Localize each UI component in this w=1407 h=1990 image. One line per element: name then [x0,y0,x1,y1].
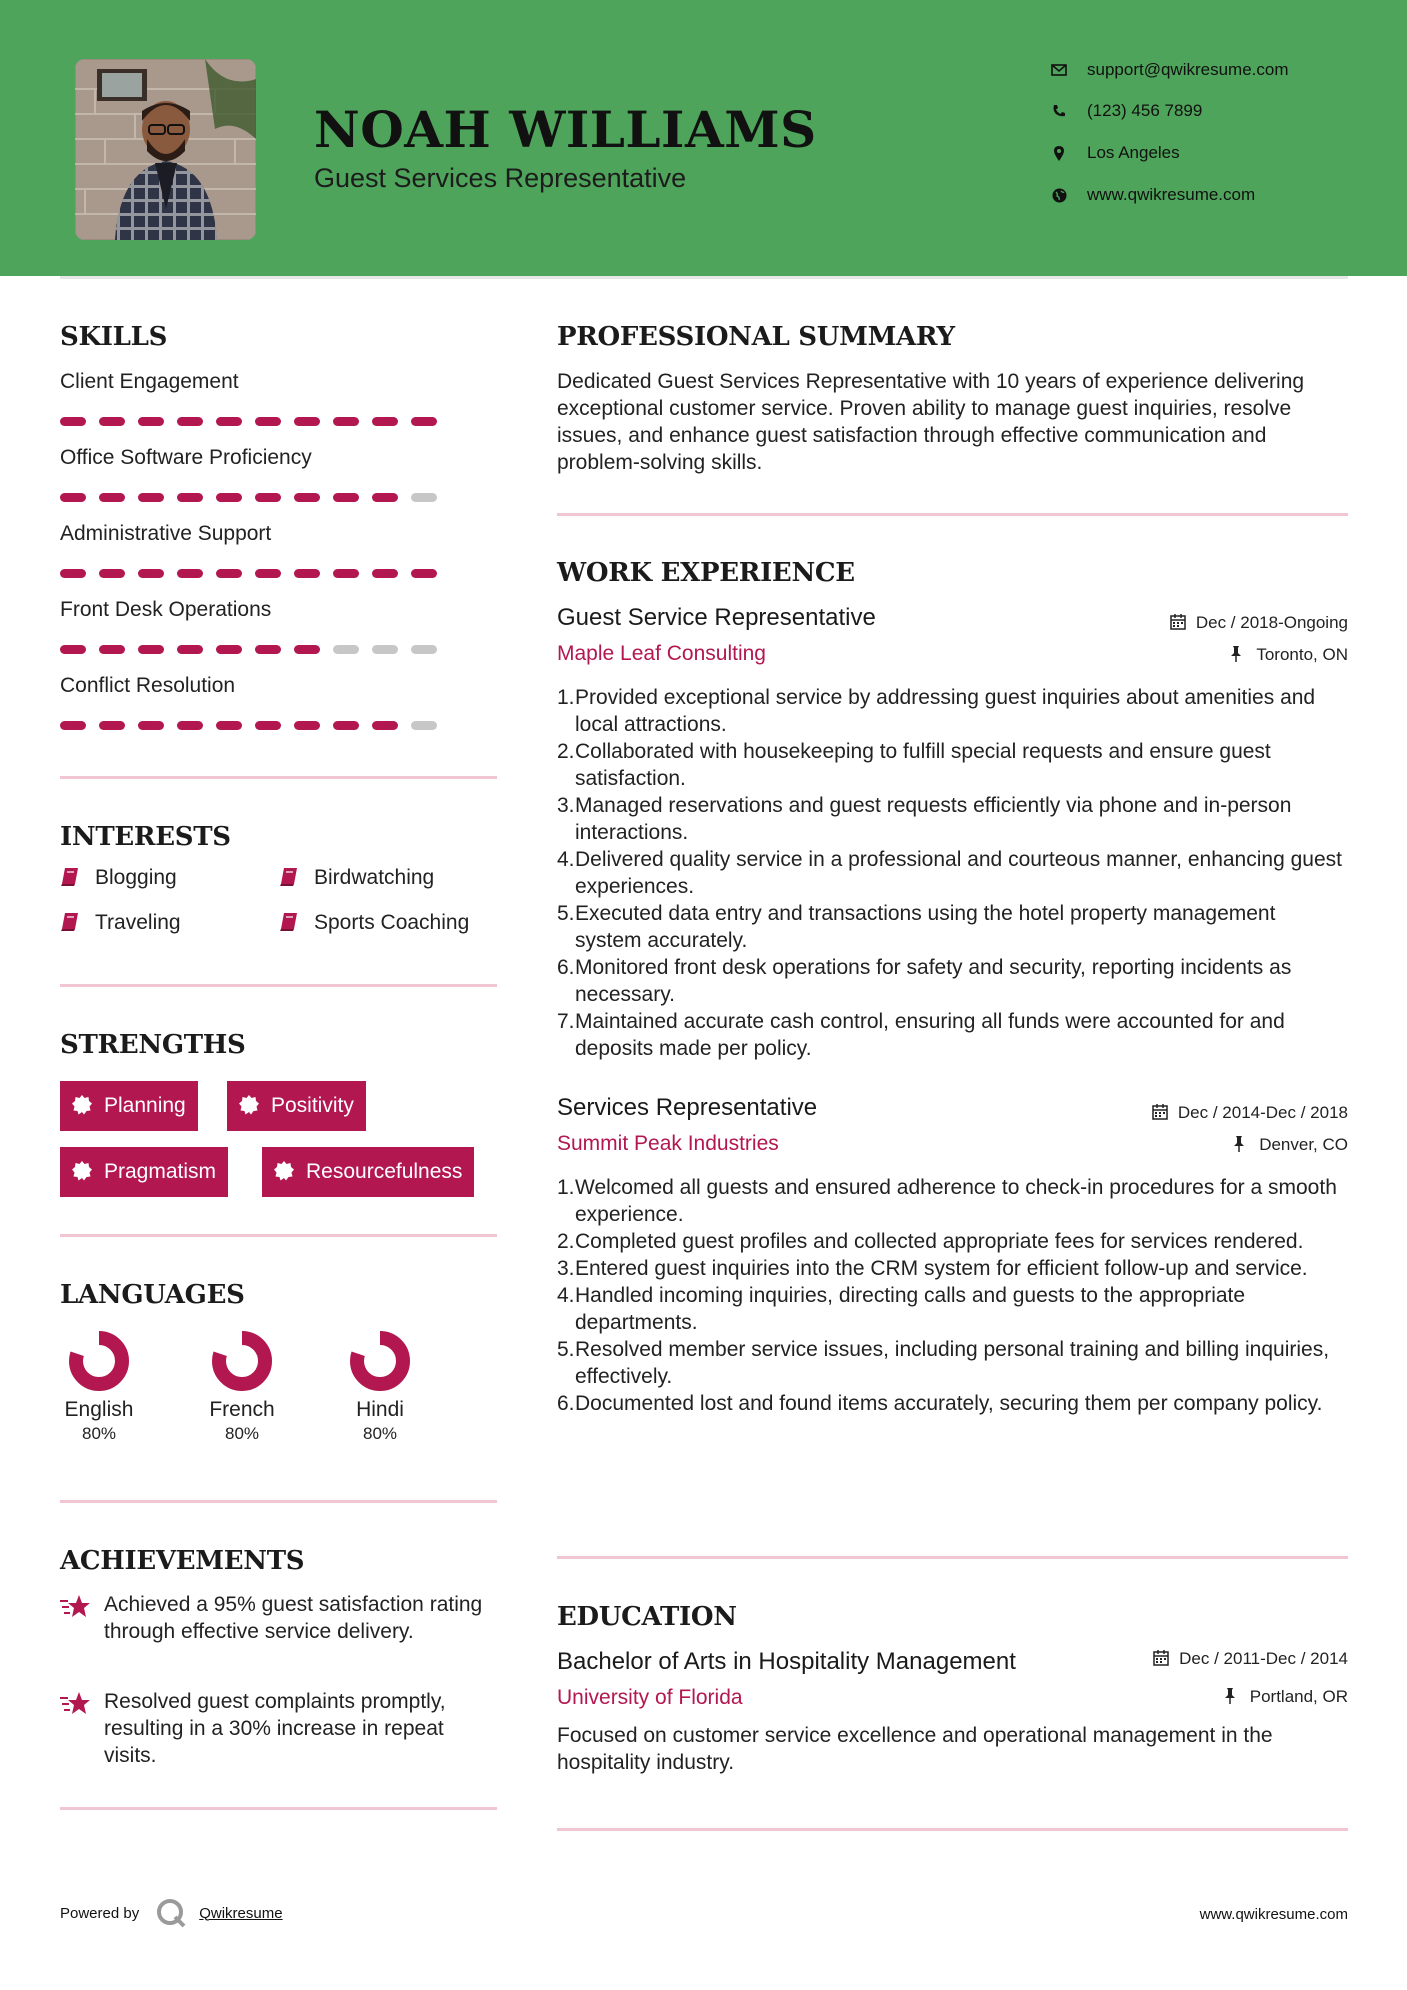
language-item [325,1330,435,1444]
rating-dot [333,493,359,502]
skill-rating [60,569,437,578]
rating-dot [60,569,86,578]
language-arc [219,1338,265,1384]
list-item: 7. Maintained accurate cash control, ensuring all funds were accounted for and deposits made per policy. [557,1010,1285,1060]
rating-dot [216,417,242,426]
rating-dot [60,645,86,654]
calendar-icon [1153,1650,1171,1668]
skill-rating [60,493,437,502]
language-arc [76,1338,122,1384]
language-name: English [64,1398,134,1421]
list-item: 1. Provided exceptional service by addressing guest inquiries about amenities and local attractions. [557,686,1316,736]
rating-dot [99,493,125,502]
brand-link[interactable]: Qwikresume [199,1904,283,1922]
education-heading: EDUCATION [557,1602,737,1632]
job-date: Dec / 2014-Dec / 2018 [1152,1103,1348,1123]
contact-website[interactable]: www.qwikresume.com [1048,180,1378,210]
job-location: Denver, CO [1233,1135,1348,1155]
education-date: Dec / 2011-Dec / 2014 [1153,1649,1348,1669]
contact-email[interactable]: support@qwikresume.com [1048,55,1378,85]
rating-dot [411,417,437,426]
interest-item: Blogging [60,866,177,890]
language-item [187,1330,297,1444]
rating-dot [372,569,398,578]
list-item: 3. Entered guest inquiries into the CRM system for efficient follow-up and service. [557,1257,1308,1280]
rating-dot [333,645,359,654]
rating-dot [255,721,281,730]
skill-name: Conflict Resolution [60,674,236,697]
degree-title: Bachelor of Arts in Hospitality Management [557,1648,1016,1675]
language-name: Hindi [356,1398,404,1421]
interest-item: Sports Coaching [279,911,469,935]
rating-dot [99,569,125,578]
divider [60,1807,497,1810]
education-text: Focused on customer service excellence and operational management in the hospitality industry. [557,1724,1273,1774]
book-icon [279,912,301,934]
rating-dot [333,417,359,426]
pin-icon [1233,1136,1251,1154]
strength-tag: Positivity [227,1081,366,1131]
divider [60,1234,497,1237]
skill-rating [60,645,437,654]
rating-dot [99,645,125,654]
rating-dot [411,721,437,730]
rating-dot [177,645,203,654]
rating-dot [294,721,320,730]
divider [60,776,497,779]
rating-dot [411,645,437,654]
globe-icon [1048,184,1070,206]
interest-item: Traveling [60,911,181,935]
rating-dot [216,493,242,502]
achievement-item: Resolved guest complaints promptly, resulting in a 30% increase in repeat visits. [60,1688,500,1769]
language-donut [68,1330,130,1392]
summary-heading: PROFESSIONAL SUMMARY [557,322,955,352]
rating-dot [138,569,164,578]
rating-dot [294,569,320,578]
skill-rating [60,721,437,730]
list-item: 5. Executed data entry and transactions using the hotel property management system accurately. [557,902,1276,952]
qwikresume-logo-icon [155,1897,187,1929]
list-item: 5. Resolved member service issues, including personal training and billing inquiries, effectively. [557,1338,1330,1388]
candidate-title: Guest Services Representative [314,163,687,193]
list-item: 2. Completed guest profiles and collected appropriate fees for services rendered. [557,1230,1304,1253]
interest-item: Birdwatching [279,866,434,890]
book-icon [279,867,301,889]
profile-photo [75,59,256,240]
language-name: French [209,1398,275,1421]
list-item: 1. Welcomed all guests and ensured adherence to check-in procedures for a smooth experience. [557,1176,1337,1226]
candidate-name: NOAH WILLIAMS [314,100,817,159]
rating-dot [138,417,164,426]
rating-dot [372,417,398,426]
skill-rating [60,417,437,426]
divider [557,1828,1348,1831]
rating-dot [60,721,86,730]
job-title: Guest Service Representative [557,604,876,631]
rating-dot [138,721,164,730]
job-date: Dec / 2018-Ongoing [1170,613,1348,633]
rating-dot [138,493,164,502]
badge-icon [72,1095,94,1117]
book-icon [60,867,82,889]
interests-heading: INTERESTS [60,822,231,852]
rating-dot [255,493,281,502]
strength-tag: Pragmatism [60,1147,228,1197]
envelope-icon [1048,59,1070,81]
list-item: 4. Delivered quality service in a professional and courteous manner, enhancing guest experiences. [557,848,1342,898]
list-item: 4. Handled incoming inquiries, directing calls and guests to the appropriate departments. [557,1284,1246,1334]
rating-dot [216,569,242,578]
calendar-icon [1152,1104,1170,1122]
rating-dot [177,417,203,426]
language-item [44,1330,154,1444]
achievement-item: Achieved a 95% guest satisfaction rating through effective service delivery. [60,1591,500,1645]
job-duties [557,684,1347,1062]
summary-text: Dedicated Guest Services Representative with 10 years of experience delivering exceptional customer service. Proven ability to manage guest inquiries, resolve issues, and enhance guest satisfaction through effective communication and problem-solving skills. [557,370,1305,474]
rating-dot [138,645,164,654]
job-duties [557,1174,1347,1417]
rating-dot [60,417,86,426]
school-name: University of Florida [557,1686,743,1709]
language-donut [349,1330,411,1392]
list-item: 6. Monitored front desk operations for safety and security, reporting incidents as necessary. [557,956,1292,1006]
badge-icon [72,1161,94,1183]
rating-dot [294,417,320,426]
education-location: Portland, OR [1224,1687,1348,1707]
language-arc [357,1338,403,1384]
language-percent: 80% [362,1424,398,1443]
list-item: 2. Collaborated with housekeeping to fulfill special requests and ensure guest satisfaction. [557,740,1271,790]
rating-dot [255,417,281,426]
list-item: 6. Documented lost and found items accurately, securing them per company policy. [557,1392,1323,1415]
divider [557,513,1348,516]
experience-heading: WORK EXPERIENCE [557,558,855,588]
achievements-heading: ACHIEVEMENTS [60,1546,305,1576]
strength-tag: Planning [60,1081,198,1131]
job-location: Toronto, ON [1230,645,1348,665]
header-divider [60,276,1348,279]
rating-dot [255,645,281,654]
strengths-heading: STRENGTHS [60,1030,246,1060]
job-title: Services Representative [557,1094,818,1121]
pin-icon [1230,646,1248,664]
star-icon [60,1593,90,1621]
footer-url[interactable]: www.qwikresume.com [1199,1906,1348,1923]
book-icon [60,912,82,934]
divider [557,1556,1348,1559]
rating-dot [255,569,281,578]
badge-icon [239,1095,261,1117]
skill-name: Office Software Proficiency [60,446,312,469]
language-donut [211,1330,273,1392]
contact-phone[interactable]: (123) 456 7899 [1048,96,1378,126]
list-item: 3. Managed reservations and guest requests efficiently via phone and in-person interactions. [557,794,1292,844]
rating-dot [99,417,125,426]
skill-name: Front Desk Operations [60,598,272,621]
map-marker-icon [1048,142,1070,164]
skills-heading: SKILLS [60,322,168,352]
rating-dot [177,493,203,502]
rating-dot [411,493,437,502]
pin-icon [1224,1688,1242,1706]
rating-dot [372,721,398,730]
language-percent: 80% [81,1424,117,1443]
rating-dot [294,493,320,502]
language-percent: 80% [224,1424,260,1443]
rating-dot [216,721,242,730]
star-icon [60,1690,90,1718]
contact-location: Los Angeles [1048,138,1378,168]
rating-dot [99,721,125,730]
rating-dot [372,493,398,502]
phone-icon [1048,100,1070,122]
languages-heading: LANGUAGES [60,1280,245,1310]
strength-tag: Resourcefulness [262,1147,474,1197]
skill-name: Administrative Support [60,522,272,545]
rating-dot [333,721,359,730]
footer-powered: Powered by Qwikresume [60,1897,283,1929]
skill-name: Client Engagement [60,370,239,393]
divider [60,984,497,987]
calendar-icon [1170,614,1188,632]
rating-dot [216,645,242,654]
company-name: Maple Leaf Consulting [557,642,766,665]
badge-icon [274,1161,296,1183]
rating-dot [294,645,320,654]
rating-dot [177,721,203,730]
company-name: Summit Peak Industries [557,1132,779,1155]
rating-dot [60,493,86,502]
rating-dot [372,645,398,654]
rating-dot [177,569,203,578]
rating-dot [333,569,359,578]
divider [60,1500,497,1503]
rating-dot [411,569,437,578]
